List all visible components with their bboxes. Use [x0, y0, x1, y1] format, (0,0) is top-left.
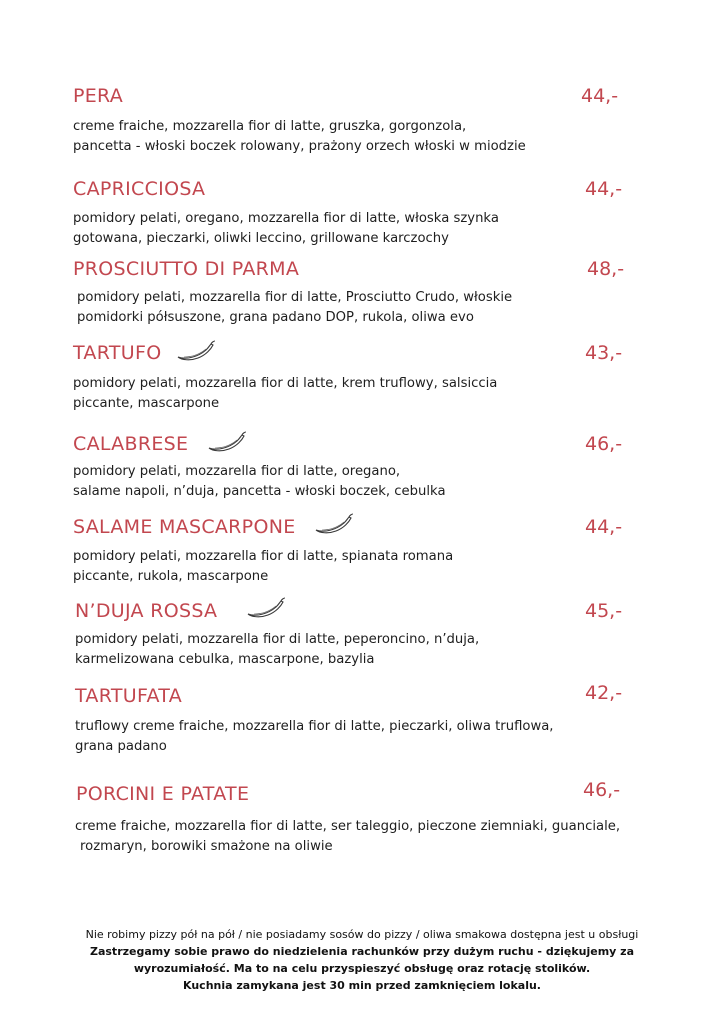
desc-line: creme fraiche, mozzarella fior di latte, ser taleggio, pieczone ziemniaki, guanciale, [75, 819, 621, 834]
item-desc-nduja-rossa [75, 630, 479, 669]
item-name-pera: PERA [73, 85, 124, 107]
item-name-tartufo: TARTUFO [73, 342, 162, 364]
item-price-salame-mascarpone: 44,- [585, 516, 623, 538]
desc-line: pomidory pelati, mozzarella fior di latte, oregano, [73, 464, 401, 479]
item-name-prosciutto-di-parma: PROSCIUTTO DI PARMA [73, 258, 300, 280]
desc-line: pomidory pelati, mozzarella fior di latte, Prosciutto Crudo, włoskie [77, 290, 513, 305]
desc-line: pomidory pelati, oregano, mozzarella fior di latte, włoska szynka [73, 211, 499, 226]
item-price-prosciutto-di-parma: 48,- [587, 258, 625, 280]
item-name-salame-mascarpone: SALAME MASCARPONE [73, 516, 296, 538]
desc-line: karmelizowana cebulka, mascarpone, bazylia [75, 651, 375, 667]
item-desc-tartufo [73, 374, 497, 413]
item-price-nduja-rossa: 45,- [585, 600, 623, 622]
item-desc-tartufata [75, 717, 554, 756]
item-desc-salame-mascarpone [73, 547, 453, 586]
desc-line: pomidorki półsuszone, grana padano DOP, rukola, oliwa evo [77, 309, 474, 325]
item-desc-capricciosa [73, 209, 499, 248]
item-name-calabrese: CALABRESE [73, 433, 189, 455]
item-price-tartufata: 42,- [585, 682, 623, 704]
desc-line: piccante, rukola, mascarpone [73, 568, 269, 584]
chili-pepper-icon [207, 431, 247, 453]
footer-bold-line: Zastrzegamy sobie prawo do niedzielenia rachunków przy dużym ruchu - dziękujemy za [89, 945, 634, 958]
item-desc-prosciutto-di-parma [77, 288, 512, 327]
chili-pepper-icon [176, 340, 216, 362]
item-price-calabrese: 46,- [585, 433, 623, 455]
desc-line: pomidory pelati, mozzarella fior di latte, krem truflowy, salsiccia [73, 376, 498, 391]
desc-line: creme fraiche, mozzarella fior di latte, gruszka, gorgonzola, [73, 119, 467, 134]
item-price-pera: 44,- [581, 85, 619, 107]
desc-line: pancetta - włoski boczek rolowany, prażony orzech włoski w miodzie [73, 138, 526, 154]
footer-bold-line: Kuchnia zamykana jest 30 min przed zamknięciem lokalu. [183, 979, 541, 992]
item-name-capricciosa: CAPRICCIOSA [73, 178, 206, 200]
chili-pepper-icon [246, 597, 286, 619]
item-desc-calabrese [73, 462, 446, 501]
item-name-porcini-e-patate: PORCINI E PATATE [76, 783, 250, 805]
desc-line: salame napoli, n’duja, pancetta - włoski boczek, cebulka [73, 483, 446, 499]
item-price-porcini-e-patate: 46,- [583, 779, 621, 801]
item-desc-porcini-e-patate [75, 817, 620, 856]
desc-line: truflowy creme fraiche, mozzarella fior di latte, pieczarki, oliwa truflowa, [75, 719, 554, 734]
chili-pepper-icon [314, 513, 354, 535]
item-price-tartufo: 43,- [585, 342, 623, 364]
footer-bold-line: wyrozumiałość. Ma to na celu przyspieszyć obsługę oraz rotację stolików. [133, 962, 591, 975]
footer-notice [0, 926, 724, 994]
item-name-tartufata: TARTUFATA [75, 685, 182, 707]
footer-note: Nie robimy pizzy pół na pół / nie posiadamy sosów do pizzy / oliwa smakowa dostępna jest u obsługi [85, 928, 639, 941]
desc-line: rozmaryn, borowiki smażone na oliwie [80, 838, 333, 854]
item-name-nduja-rossa: N’DUJA ROSSA [75, 600, 218, 622]
desc-line: gotowana, pieczarki, oliwki leccino, grillowane karczochy [73, 230, 449, 246]
item-desc-pera [73, 117, 526, 156]
desc-line: pomidory pelati, mozzarella fior di latte, peperoncino, n’duja, [75, 632, 480, 647]
desc-line: piccante, mascarpone [73, 395, 220, 411]
item-price-capricciosa: 44,- [585, 178, 623, 200]
desc-line: pomidory pelati, mozzarella fior di latte, spianata romana [73, 549, 454, 564]
desc-line: grana padano [75, 738, 167, 754]
